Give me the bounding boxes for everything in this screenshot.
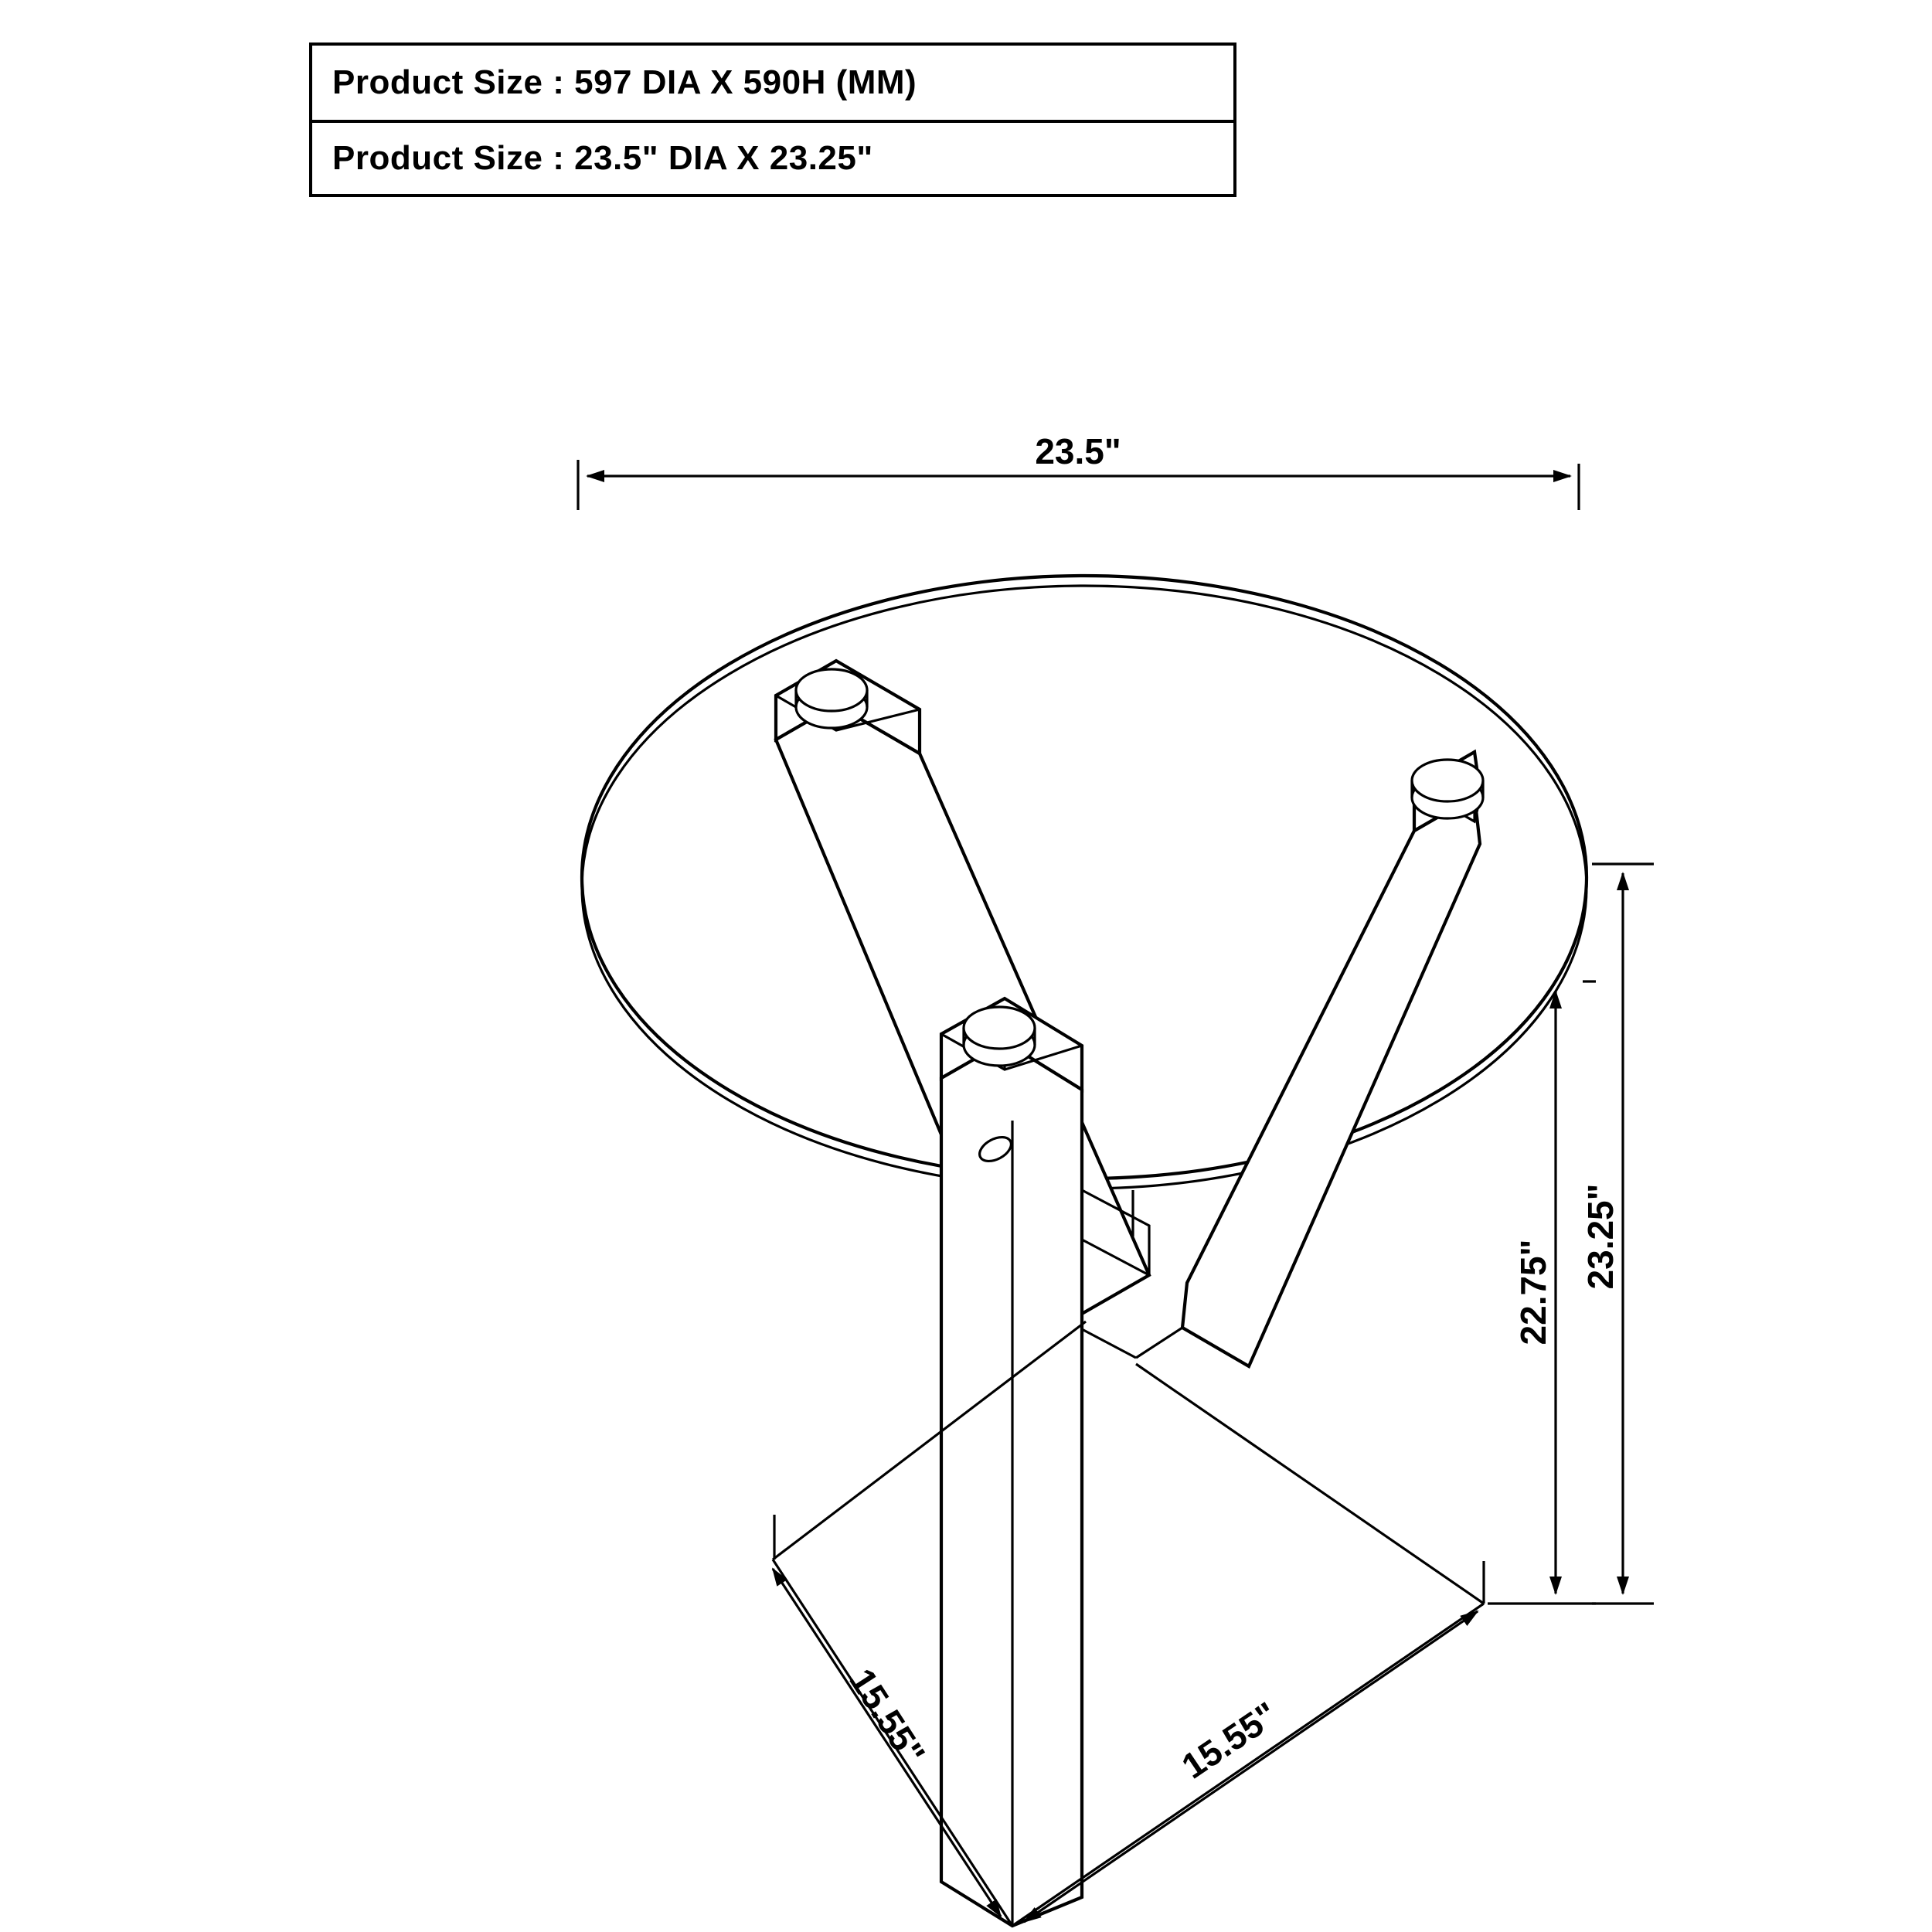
dimension-label-overall-height: 23.25" (1580, 1183, 1621, 1290)
base-leg-front (941, 998, 1082, 1926)
dimension-base-height (1488, 981, 1596, 1604)
dimension-label-base-span-right: 15.55" (1174, 1693, 1285, 1787)
base-footprint-lines (773, 1321, 1484, 1926)
product-size-imperial: Product Size : 23.5" DIA X 23.25" (332, 139, 873, 177)
dimension-base-span-right (1024, 1611, 1478, 1922)
dimension-overall-height (1580, 864, 1654, 1604)
product-size-metric: Product Size : 597 DIA X 590H (MM) (332, 63, 917, 101)
dimension-label-base-span-left: 15.55" (842, 1661, 934, 1772)
dimension-label-base-height: 22.75" (1513, 1239, 1553, 1345)
dimension-label-top-diameter: 23.5" (1035, 431, 1121, 471)
dimension-top-diameter (578, 431, 1579, 510)
